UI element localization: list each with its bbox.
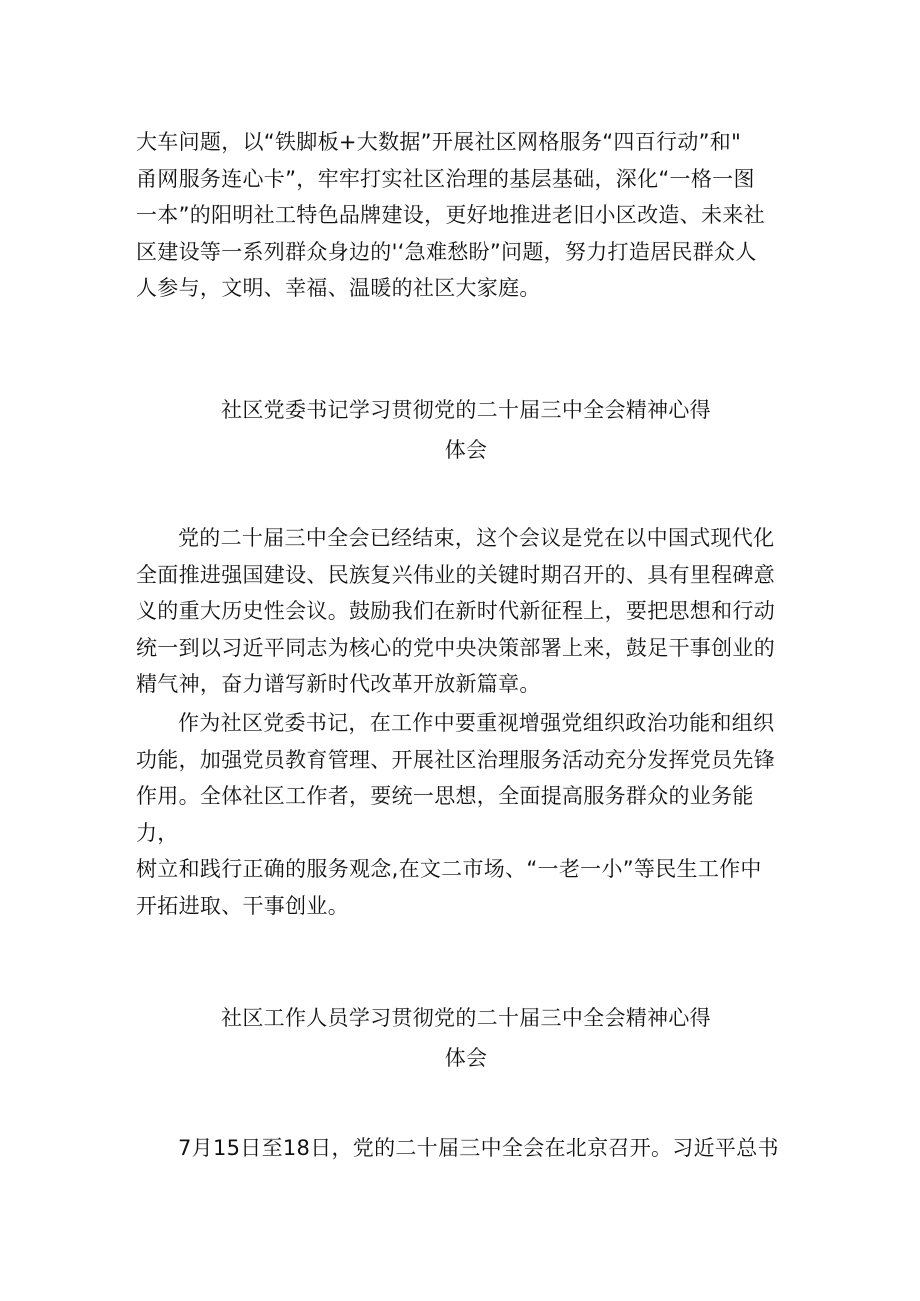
paragraph-2: 党的二十届三中全会已经结束，这个会议是党在以中国式现代化 全面推进强国建设、民族复兴伟业的关键时期召开的、具有里程碑意 义的重大历史性会议。鼓励我们在新时代新征程上，要把思想和行动 统一到以习近平同志为核心的党中央决策部署上来，鼓足干事创业的 精气神，奋力谱写新时代改革开放新篇章。 bbox=[136, 526, 775, 696]
section-heading-2 bbox=[136, 998, 796, 1078]
section-heading-1 bbox=[136, 390, 796, 470]
section-heading-2-line-1: 社区工作人员学习贯彻党的二十届三中全会精神心得 bbox=[221, 1006, 711, 1030]
paragraph-3: 作为社区党委书记，在工作中要重视增强党组织政治功能和组织 功能，加强党员教育管理、开展社区治理服务活动充分发挥党员先锋 作用。全体社区工作者，要统一思想，全面提高服务群众的业务能力， 树立和践行正确的服务观念,在文二市场、“一老一小”等民生工作中 开拓进取、干事创业。 bbox=[136, 711, 775, 918]
section-heading-1-line-1: 社区党委书记学习贯彻党的二十届三中全会精神心得 bbox=[221, 398, 711, 422]
section-heading-2-line-2: 体会 bbox=[444, 1046, 488, 1070]
paragraph-1: 大车问题，以“铁脚板+大数据”开展社区网格服务“四百行动”和" 甬网服务连心卡”，牢牢打实社区治理的基层基础，深化“一格一图 一本”的阳明社工特色品牌建设，更好地推进老旧小区改造、未来社 区建设等一系列群众身边的'‘急难愁盼”问题，努力打造居民群众人 人参与，文明、幸福、温暖的社区大家庭。 bbox=[136, 130, 765, 300]
section-heading-1-line-2: 体会 bbox=[444, 438, 488, 462]
paragraph-4: 7月15日至18日，党的二十届三中全会在北京召开。习近平总书 bbox=[178, 1136, 779, 1160]
